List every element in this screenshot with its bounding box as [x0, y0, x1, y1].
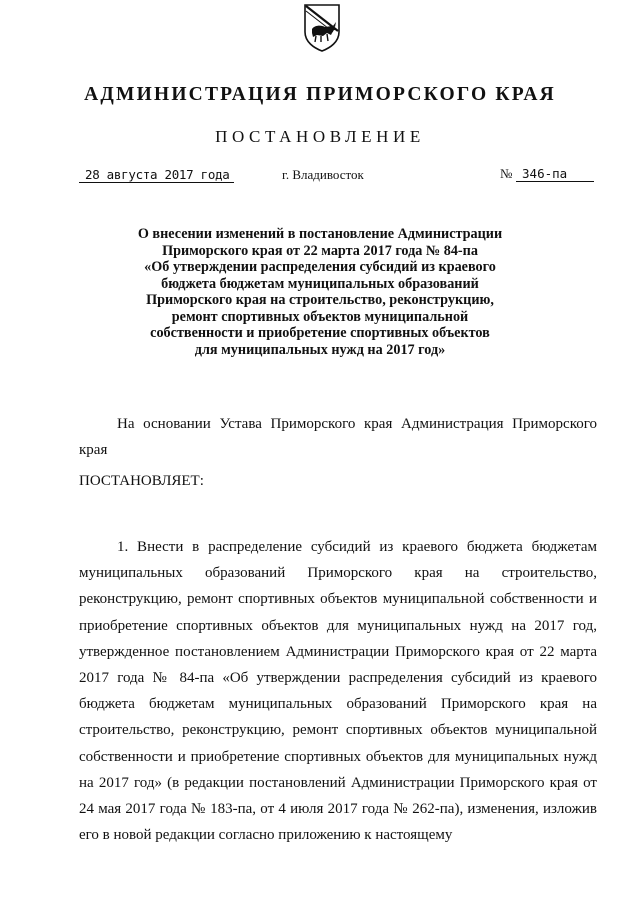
- number-value: 346-па: [516, 166, 594, 182]
- resolves-heading: ПОСТАНОВЛЯЕТ:: [79, 473, 204, 489]
- title-line: Приморского края на строительство, реконструкцию,: [146, 292, 494, 308]
- coat-of-arms-icon: [303, 2, 341, 52]
- title-line: для муниципальных нужд на 2017 год»: [194, 341, 446, 358]
- document-type: ПОСТАНОВЛЕНИЕ: [215, 127, 425, 146]
- document-city: г. Владивосток: [282, 167, 364, 182]
- title-line: «Об утверждении распределения субсидий из краевого: [144, 259, 496, 275]
- organization-name: АДМИНИСТРАЦИЯ ПРИМОРСКОГО КРАЯ: [84, 84, 556, 105]
- title-line: Приморского края от 22 марта 2017 года № 84-па: [162, 242, 478, 259]
- document-date: [79, 167, 234, 183]
- date-value: 28 августа 2017 года: [79, 167, 234, 183]
- title-line: ремонт спортивных объектов муниципальной: [171, 308, 469, 325]
- basis-paragraph: На основании Устава Приморского края Администрация Приморского края: [79, 416, 597, 458]
- document-title: [100, 226, 540, 358]
- number-label: №: [500, 166, 513, 181]
- document-number: [500, 166, 594, 182]
- paragraph-1: 1. Внести в распределение субсидий из краевого бюджета бюджетам муниципальных образований Приморского края на строительство, реконструкцию, ремонт спортивных объектов муниципальной собственности и приобретение спортивных объектов для муниципальных нужд на 2017 год, утвержденное постановлением Администрации Приморского края от 22 марта 2017 года № 84-па «Об утверждении распределения субсидий из краевого бюджета бюджетам муниципальных образований Приморского края на строительство, реконструкцию, ремонт спортивных объектов муниципальной собственности и приобретение спортивных объектов для муниципальных нужд на 2017 год» (в редакции постановлений Администрации Приморского края от 24 мая 2017 года № 183-па, от 4 июля 2017 года № 262-па), изменения, изложив его в новой редакции согласно приложению к настоящему: [79, 539, 597, 844]
- title-line: бюджета бюджетам муниципальных образований: [161, 275, 479, 292]
- title-line: собственности и приобретение спортивных объектов: [150, 325, 490, 341]
- title-line: О внесении изменений в постановление Администрации: [137, 226, 503, 242]
